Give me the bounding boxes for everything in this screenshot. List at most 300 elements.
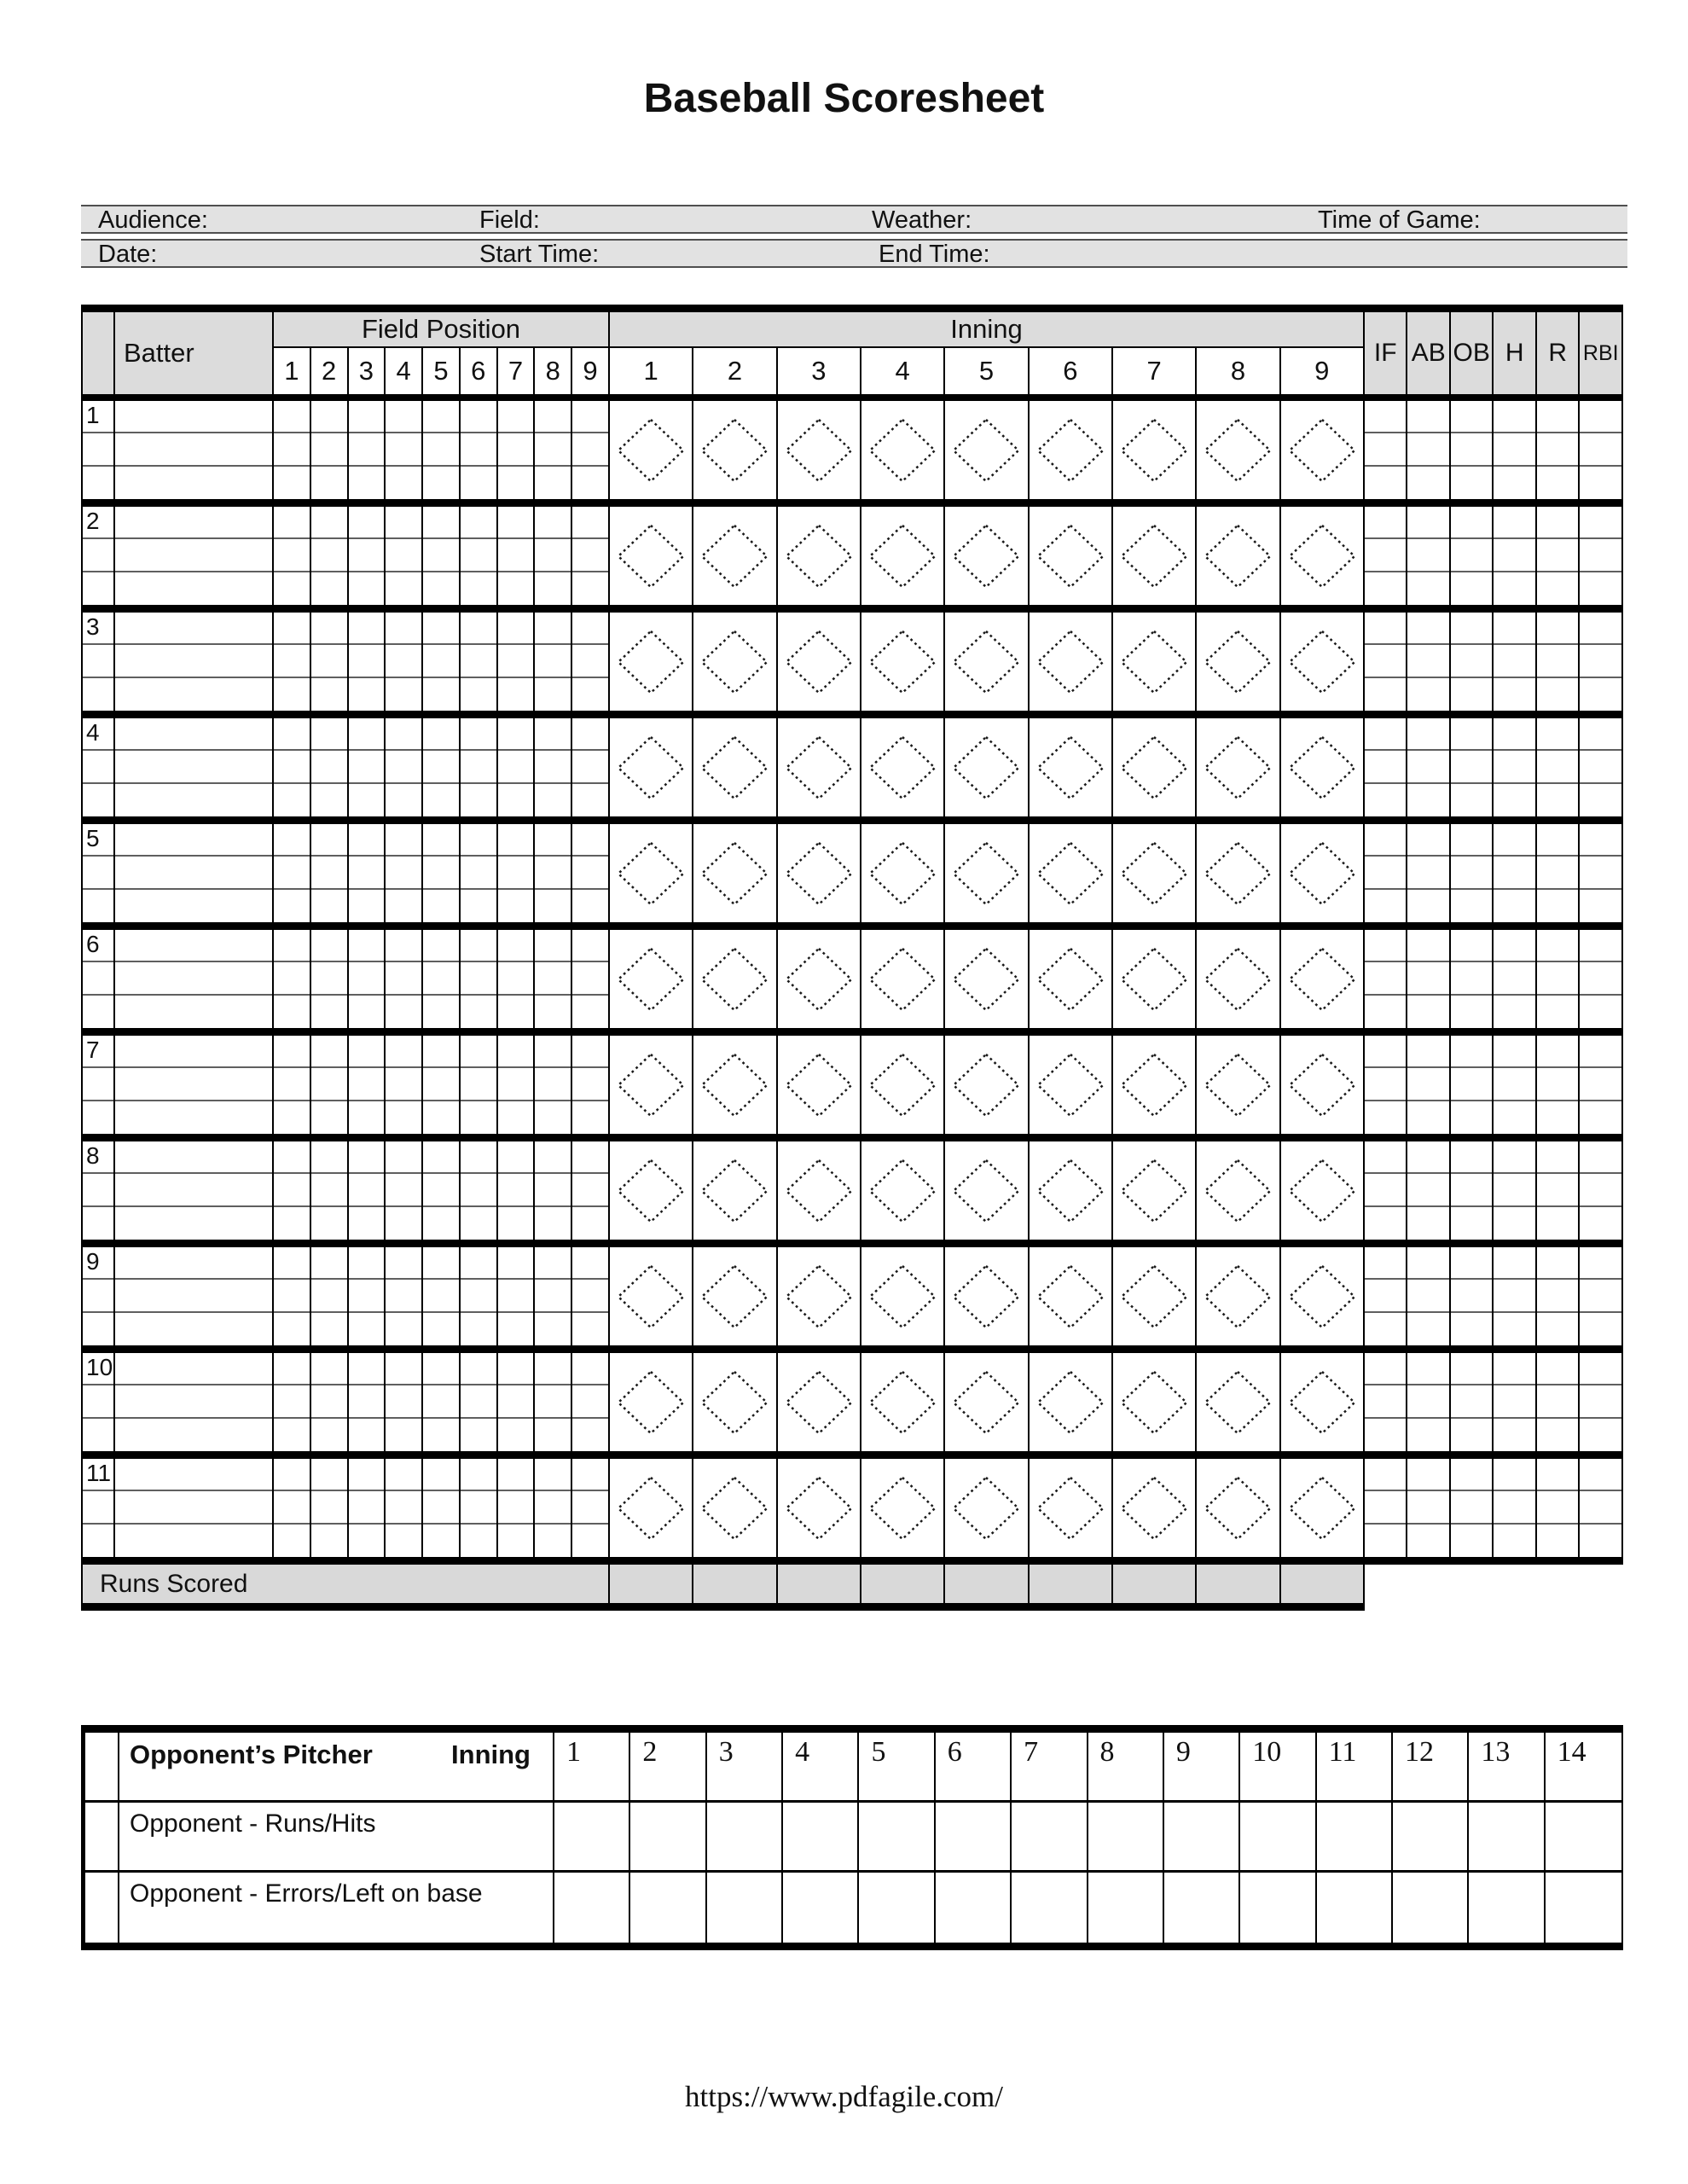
field-position-cell[interactable]	[461, 401, 498, 499]
stat-cell[interactable]	[1580, 1247, 1623, 1345]
batter-name-cell[interactable]	[115, 613, 274, 711]
stat-cell[interactable]	[1580, 1353, 1623, 1451]
inning-scoring-cell[interactable]	[1030, 824, 1113, 922]
stat-cell[interactable]	[1494, 507, 1537, 605]
inning-scoring-cell[interactable]	[693, 1353, 777, 1451]
field-position-cell[interactable]	[386, 930, 423, 1028]
stat-cell[interactable]	[1580, 507, 1623, 605]
field-position-cell[interactable]	[572, 824, 610, 922]
stat-cell[interactable]	[1407, 1459, 1451, 1557]
field-position-cell[interactable]	[311, 613, 349, 711]
field-position-cell[interactable]	[572, 1353, 610, 1451]
stat-cell[interactable]	[1451, 824, 1494, 922]
field-position-cell[interactable]	[311, 1353, 349, 1451]
inning-scoring-cell[interactable]	[1197, 1247, 1280, 1345]
field-position-cell[interactable]	[498, 401, 536, 499]
stat-cell[interactable]	[1494, 1141, 1537, 1240]
field-position-cell[interactable]	[498, 507, 536, 605]
inning-scoring-cell[interactable]	[610, 1036, 693, 1134]
stat-cell[interactable]	[1365, 1247, 1408, 1345]
field-position-cell[interactable]	[386, 1141, 423, 1240]
inning-scoring-cell[interactable]	[610, 1247, 693, 1345]
inning-scoring-cell[interactable]	[861, 507, 945, 605]
runs-scored-cell[interactable]	[945, 1565, 1029, 1603]
opponent-data-cell[interactable]	[1012, 1873, 1088, 1943]
stat-cell[interactable]	[1407, 1353, 1451, 1451]
field-position-cell[interactable]	[498, 613, 536, 711]
stat-cell[interactable]	[1451, 1141, 1494, 1240]
opponent-data-cell[interactable]	[936, 1873, 1012, 1943]
inning-scoring-cell[interactable]	[1030, 507, 1113, 605]
runs-scored-cell[interactable]	[778, 1565, 861, 1603]
opponent-data-cell[interactable]	[1088, 1803, 1164, 1870]
field-position-cell[interactable]	[461, 1141, 498, 1240]
field-position-cell[interactable]	[498, 824, 536, 922]
field-position-cell[interactable]	[349, 718, 386, 816]
inning-scoring-cell[interactable]	[1113, 824, 1197, 922]
inning-scoring-cell[interactable]	[1281, 718, 1365, 816]
inning-scoring-cell[interactable]	[861, 1459, 945, 1557]
inning-scoring-cell[interactable]	[1030, 718, 1113, 816]
opponent-data-cell[interactable]	[554, 1803, 630, 1870]
field-position-cell[interactable]	[461, 718, 498, 816]
inning-scoring-cell[interactable]	[693, 1247, 777, 1345]
stat-cell[interactable]	[1365, 1353, 1408, 1451]
opponent-data-cell[interactable]	[859, 1803, 935, 1870]
batter-name-cell[interactable]	[115, 1459, 274, 1557]
inning-scoring-cell[interactable]	[861, 1353, 945, 1451]
field-position-cell[interactable]	[535, 401, 572, 499]
stat-cell[interactable]	[1365, 507, 1408, 605]
field-position-cell[interactable]	[311, 1036, 349, 1134]
stat-cell[interactable]	[1407, 824, 1451, 922]
inning-scoring-cell[interactable]	[945, 1353, 1029, 1451]
inning-scoring-cell[interactable]	[1197, 401, 1280, 499]
inning-scoring-cell[interactable]	[1281, 613, 1365, 711]
stat-cell[interactable]	[1537, 401, 1581, 499]
field-position-cell[interactable]	[423, 613, 461, 711]
stat-cell[interactable]	[1537, 1036, 1581, 1134]
batter-name-cell[interactable]	[115, 718, 274, 816]
field-position-cell[interactable]	[386, 1353, 423, 1451]
inning-scoring-cell[interactable]	[1030, 613, 1113, 711]
field-position-cell[interactable]	[461, 1459, 498, 1557]
opponent-data-cell[interactable]	[783, 1803, 859, 1870]
field-position-cell[interactable]	[535, 1247, 572, 1345]
inning-scoring-cell[interactable]	[1113, 1459, 1197, 1557]
inning-scoring-cell[interactable]	[610, 1141, 693, 1240]
inning-scoring-cell[interactable]	[778, 718, 861, 816]
field-position-cell[interactable]	[572, 1036, 610, 1134]
runs-scored-cell[interactable]	[610, 1565, 693, 1603]
inning-scoring-cell[interactable]	[778, 1036, 861, 1134]
field-position-cell[interactable]	[461, 507, 498, 605]
inning-scoring-cell[interactable]	[1281, 401, 1365, 499]
inning-scoring-cell[interactable]	[1113, 1141, 1197, 1240]
field-position-cell[interactable]	[535, 824, 572, 922]
inning-scoring-cell[interactable]	[1113, 401, 1197, 499]
batter-name-cell[interactable]	[115, 1247, 274, 1345]
stat-cell[interactable]	[1494, 824, 1537, 922]
inning-scoring-cell[interactable]	[1197, 1459, 1280, 1557]
field-position-cell[interactable]	[461, 1247, 498, 1345]
field-position-cell[interactable]	[386, 507, 423, 605]
inning-scoring-cell[interactable]	[778, 824, 861, 922]
stat-cell[interactable]	[1365, 613, 1408, 711]
inning-scoring-cell[interactable]	[945, 507, 1029, 605]
inning-scoring-cell[interactable]	[693, 930, 777, 1028]
stat-cell[interactable]	[1537, 1141, 1581, 1240]
stat-cell[interactable]	[1407, 401, 1451, 499]
field-position-cell[interactable]	[274, 401, 311, 499]
opponent-data-cell[interactable]	[1546, 1873, 1621, 1943]
inning-scoring-cell[interactable]	[693, 718, 777, 816]
opponent-data-cell[interactable]	[707, 1873, 783, 1943]
field-position-cell[interactable]	[349, 1247, 386, 1345]
inning-scoring-cell[interactable]	[693, 613, 777, 711]
inning-scoring-cell[interactable]	[1030, 1036, 1113, 1134]
stat-cell[interactable]	[1365, 401, 1408, 499]
inning-scoring-cell[interactable]	[778, 613, 861, 711]
field-position-cell[interactable]	[386, 824, 423, 922]
inning-scoring-cell[interactable]	[778, 1247, 861, 1345]
inning-scoring-cell[interactable]	[778, 1459, 861, 1557]
opponent-data-cell[interactable]	[1469, 1873, 1545, 1943]
stat-cell[interactable]	[1407, 1036, 1451, 1134]
opponent-data-cell[interactable]	[1317, 1803, 1393, 1870]
field-position-cell[interactable]	[423, 1353, 461, 1451]
field-position-cell[interactable]	[386, 1247, 423, 1345]
stat-cell[interactable]	[1494, 1247, 1537, 1345]
opponent-data-cell[interactable]	[783, 1873, 859, 1943]
inning-scoring-cell[interactable]	[610, 401, 693, 499]
stat-cell[interactable]	[1407, 718, 1451, 816]
stat-cell[interactable]	[1365, 718, 1408, 816]
stat-cell[interactable]	[1451, 1036, 1494, 1134]
inning-scoring-cell[interactable]	[1030, 401, 1113, 499]
opponent-data-cell[interactable]	[1393, 1803, 1469, 1870]
inning-scoring-cell[interactable]	[610, 718, 693, 816]
stat-cell[interactable]	[1537, 824, 1581, 922]
stat-cell[interactable]	[1580, 824, 1623, 922]
batter-name-cell[interactable]	[115, 824, 274, 922]
inning-scoring-cell[interactable]	[1113, 507, 1197, 605]
inning-scoring-cell[interactable]	[1113, 1247, 1197, 1345]
field-position-cell[interactable]	[498, 1247, 536, 1345]
inning-scoring-cell[interactable]	[1113, 1353, 1197, 1451]
field-position-cell[interactable]	[498, 930, 536, 1028]
inning-scoring-cell[interactable]	[1281, 824, 1365, 922]
field-position-cell[interactable]	[461, 1036, 498, 1134]
inning-scoring-cell[interactable]	[861, 930, 945, 1028]
stat-cell[interactable]	[1494, 1459, 1537, 1557]
inning-scoring-cell[interactable]	[610, 613, 693, 711]
runs-scored-cell[interactable]	[1197, 1565, 1280, 1603]
stat-cell[interactable]	[1407, 930, 1451, 1028]
stat-cell[interactable]	[1407, 1247, 1451, 1345]
field-position-cell[interactable]	[535, 1036, 572, 1134]
batter-name-cell[interactable]	[115, 507, 274, 605]
opponent-data-cell[interactable]	[707, 1803, 783, 1870]
inning-scoring-cell[interactable]	[945, 1459, 1029, 1557]
inning-scoring-cell[interactable]	[861, 824, 945, 922]
field-position-cell[interactable]	[461, 930, 498, 1028]
field-position-cell[interactable]	[311, 1247, 349, 1345]
inning-scoring-cell[interactable]	[945, 930, 1029, 1028]
inning-scoring-cell[interactable]	[945, 401, 1029, 499]
field-position-cell[interactable]	[535, 1141, 572, 1240]
inning-scoring-cell[interactable]	[1197, 507, 1280, 605]
runs-scored-cell[interactable]	[1281, 1565, 1365, 1603]
field-position-cell[interactable]	[311, 1459, 349, 1557]
inning-scoring-cell[interactable]	[1281, 1353, 1365, 1451]
stat-cell[interactable]	[1451, 401, 1494, 499]
field-position-cell[interactable]	[461, 824, 498, 922]
inning-scoring-cell[interactable]	[610, 930, 693, 1028]
field-position-cell[interactable]	[386, 613, 423, 711]
field-position-cell[interactable]	[535, 1353, 572, 1451]
field-position-cell[interactable]	[311, 401, 349, 499]
stat-cell[interactable]	[1407, 507, 1451, 605]
stat-cell[interactable]	[1365, 1036, 1408, 1134]
field-position-cell[interactable]	[274, 718, 311, 816]
stat-cell[interactable]	[1451, 613, 1494, 711]
stat-cell[interactable]	[1365, 1459, 1408, 1557]
field-position-cell[interactable]	[274, 1141, 311, 1240]
stat-cell[interactable]	[1580, 1459, 1623, 1557]
inning-scoring-cell[interactable]	[1030, 1459, 1113, 1557]
field-position-cell[interactable]	[274, 1459, 311, 1557]
stat-cell[interactable]	[1580, 401, 1623, 499]
stat-cell[interactable]	[1537, 1247, 1581, 1345]
stat-cell[interactable]	[1365, 1141, 1408, 1240]
field-position-cell[interactable]	[423, 1247, 461, 1345]
inning-scoring-cell[interactable]	[945, 613, 1029, 711]
stat-cell[interactable]	[1494, 613, 1537, 711]
inning-scoring-cell[interactable]	[1197, 718, 1280, 816]
inning-scoring-cell[interactable]	[610, 1459, 693, 1557]
inning-scoring-cell[interactable]	[1197, 930, 1280, 1028]
field-position-cell[interactable]	[498, 1353, 536, 1451]
opponent-data-cell[interactable]	[1317, 1873, 1393, 1943]
field-position-cell[interactable]	[498, 1141, 536, 1240]
inning-scoring-cell[interactable]	[778, 930, 861, 1028]
inning-scoring-cell[interactable]	[610, 507, 693, 605]
field-position-cell[interactable]	[498, 1459, 536, 1557]
field-position-cell[interactable]	[572, 401, 610, 499]
inning-scoring-cell[interactable]	[945, 824, 1029, 922]
inning-scoring-cell[interactable]	[693, 507, 777, 605]
stat-cell[interactable]	[1580, 613, 1623, 711]
stat-cell[interactable]	[1407, 1141, 1451, 1240]
opponent-data-cell[interactable]	[1240, 1873, 1316, 1943]
batter-name-cell[interactable]	[115, 1036, 274, 1134]
field-position-cell[interactable]	[349, 401, 386, 499]
opponent-data-cell[interactable]	[630, 1803, 706, 1870]
field-position-cell[interactable]	[311, 718, 349, 816]
field-position-cell[interactable]	[535, 613, 572, 711]
stat-cell[interactable]	[1494, 930, 1537, 1028]
inning-scoring-cell[interactable]	[945, 718, 1029, 816]
stat-cell[interactable]	[1407, 613, 1451, 711]
opponent-data-cell[interactable]	[936, 1803, 1012, 1870]
stat-cell[interactable]	[1537, 613, 1581, 711]
inning-scoring-cell[interactable]	[1113, 1036, 1197, 1134]
inning-scoring-cell[interactable]	[1197, 1353, 1280, 1451]
inning-scoring-cell[interactable]	[861, 718, 945, 816]
inning-scoring-cell[interactable]	[1197, 1141, 1280, 1240]
field-position-cell[interactable]	[274, 1036, 311, 1134]
inning-scoring-cell[interactable]	[610, 824, 693, 922]
inning-scoring-cell[interactable]	[1197, 824, 1280, 922]
field-position-cell[interactable]	[349, 930, 386, 1028]
batter-name-cell[interactable]	[115, 930, 274, 1028]
field-position-cell[interactable]	[386, 1036, 423, 1134]
inning-scoring-cell[interactable]	[1030, 1247, 1113, 1345]
stat-cell[interactable]	[1451, 1247, 1494, 1345]
inning-scoring-cell[interactable]	[1030, 1141, 1113, 1240]
inning-scoring-cell[interactable]	[1030, 930, 1113, 1028]
inning-scoring-cell[interactable]	[693, 1036, 777, 1134]
field-position-cell[interactable]	[423, 1141, 461, 1240]
field-position-cell[interactable]	[274, 1353, 311, 1451]
inning-scoring-cell[interactable]	[1197, 613, 1280, 711]
field-position-cell[interactable]	[423, 1459, 461, 1557]
field-position-cell[interactable]	[349, 613, 386, 711]
field-position-cell[interactable]	[423, 401, 461, 499]
stat-cell[interactable]	[1537, 930, 1581, 1028]
stat-cell[interactable]	[1451, 507, 1494, 605]
opponent-data-cell[interactable]	[1469, 1803, 1545, 1870]
inning-scoring-cell[interactable]	[861, 613, 945, 711]
opponent-data-cell[interactable]	[1164, 1873, 1240, 1943]
opponent-data-cell[interactable]	[1012, 1803, 1088, 1870]
inning-scoring-cell[interactable]	[861, 1247, 945, 1345]
opponent-data-cell[interactable]	[1240, 1803, 1316, 1870]
stat-cell[interactable]	[1451, 1353, 1494, 1451]
opponent-data-cell[interactable]	[1164, 1803, 1240, 1870]
field-position-cell[interactable]	[274, 507, 311, 605]
stat-cell[interactable]	[1580, 718, 1623, 816]
field-position-cell[interactable]	[349, 1036, 386, 1134]
opponent-data-cell[interactable]	[859, 1873, 935, 1943]
field-position-cell[interactable]	[386, 718, 423, 816]
field-position-cell[interactable]	[535, 718, 572, 816]
batter-name-cell[interactable]	[115, 1353, 274, 1451]
field-position-cell[interactable]	[311, 824, 349, 922]
field-position-cell[interactable]	[349, 824, 386, 922]
field-position-cell[interactable]	[535, 1459, 572, 1557]
field-position-cell[interactable]	[349, 1459, 386, 1557]
stat-cell[interactable]	[1494, 1353, 1537, 1451]
opponent-data-cell[interactable]	[554, 1873, 630, 1943]
field-position-cell[interactable]	[572, 930, 610, 1028]
inning-scoring-cell[interactable]	[861, 1036, 945, 1134]
opponent-data-cell[interactable]	[1546, 1803, 1621, 1870]
field-position-cell[interactable]	[423, 718, 461, 816]
inning-scoring-cell[interactable]	[1281, 1459, 1365, 1557]
field-position-cell[interactable]	[274, 613, 311, 711]
field-position-cell[interactable]	[311, 1141, 349, 1240]
field-position-cell[interactable]	[274, 824, 311, 922]
inning-scoring-cell[interactable]	[1281, 1036, 1365, 1134]
field-position-cell[interactable]	[461, 613, 498, 711]
field-position-cell[interactable]	[572, 507, 610, 605]
stat-cell[interactable]	[1537, 507, 1581, 605]
inning-scoring-cell[interactable]	[861, 401, 945, 499]
inning-scoring-cell[interactable]	[1030, 1353, 1113, 1451]
runs-scored-cell[interactable]	[1113, 1565, 1197, 1603]
inning-scoring-cell[interactable]	[1113, 930, 1197, 1028]
field-position-cell[interactable]	[572, 613, 610, 711]
field-position-cell[interactable]	[423, 930, 461, 1028]
inning-scoring-cell[interactable]	[610, 1353, 693, 1451]
field-position-cell[interactable]	[572, 1459, 610, 1557]
inning-scoring-cell[interactable]	[693, 1459, 777, 1557]
stat-cell[interactable]	[1494, 401, 1537, 499]
inning-scoring-cell[interactable]	[693, 824, 777, 922]
stat-cell[interactable]	[1494, 1036, 1537, 1134]
inning-scoring-cell[interactable]	[1113, 718, 1197, 816]
stat-cell[interactable]	[1451, 930, 1494, 1028]
field-position-cell[interactable]	[423, 507, 461, 605]
field-position-cell[interactable]	[349, 507, 386, 605]
inning-scoring-cell[interactable]	[693, 1141, 777, 1240]
opponent-data-cell[interactable]	[630, 1873, 706, 1943]
inning-scoring-cell[interactable]	[861, 1141, 945, 1240]
inning-scoring-cell[interactable]	[1281, 930, 1365, 1028]
stat-cell[interactable]	[1451, 718, 1494, 816]
stat-cell[interactable]	[1537, 1353, 1581, 1451]
field-position-cell[interactable]	[461, 1353, 498, 1451]
field-position-cell[interactable]	[274, 1247, 311, 1345]
stat-cell[interactable]	[1494, 718, 1537, 816]
field-position-cell[interactable]	[386, 401, 423, 499]
batter-name-cell[interactable]	[115, 401, 274, 499]
field-position-cell[interactable]	[349, 1353, 386, 1451]
inning-scoring-cell[interactable]	[778, 507, 861, 605]
field-position-cell[interactable]	[311, 930, 349, 1028]
field-position-cell[interactable]	[572, 718, 610, 816]
inning-scoring-cell[interactable]	[778, 1353, 861, 1451]
field-position-cell[interactable]	[535, 507, 572, 605]
field-position-cell[interactable]	[423, 824, 461, 922]
inning-scoring-cell[interactable]	[1281, 1247, 1365, 1345]
field-position-cell[interactable]	[535, 930, 572, 1028]
stat-cell[interactable]	[1580, 1036, 1623, 1134]
stat-cell[interactable]	[1537, 718, 1581, 816]
inning-scoring-cell[interactable]	[945, 1141, 1029, 1240]
runs-scored-cell[interactable]	[693, 1565, 777, 1603]
stat-cell[interactable]	[1451, 1459, 1494, 1557]
stat-cell[interactable]	[1580, 930, 1623, 1028]
batter-name-cell[interactable]	[115, 1141, 274, 1240]
inning-scoring-cell[interactable]	[945, 1247, 1029, 1345]
field-position-cell[interactable]	[498, 718, 536, 816]
runs-scored-cell[interactable]	[1030, 1565, 1113, 1603]
inning-scoring-cell[interactable]	[778, 1141, 861, 1240]
field-position-cell[interactable]	[311, 507, 349, 605]
inning-scoring-cell[interactable]	[945, 1036, 1029, 1134]
stat-cell[interactable]	[1537, 1459, 1581, 1557]
opponent-data-cell[interactable]	[1088, 1873, 1164, 1943]
field-position-cell[interactable]	[572, 1141, 610, 1240]
inning-scoring-cell[interactable]	[1281, 1141, 1365, 1240]
inning-scoring-cell[interactable]	[778, 401, 861, 499]
stat-cell[interactable]	[1365, 930, 1408, 1028]
field-position-cell[interactable]	[274, 930, 311, 1028]
inning-scoring-cell[interactable]	[1197, 1036, 1280, 1134]
